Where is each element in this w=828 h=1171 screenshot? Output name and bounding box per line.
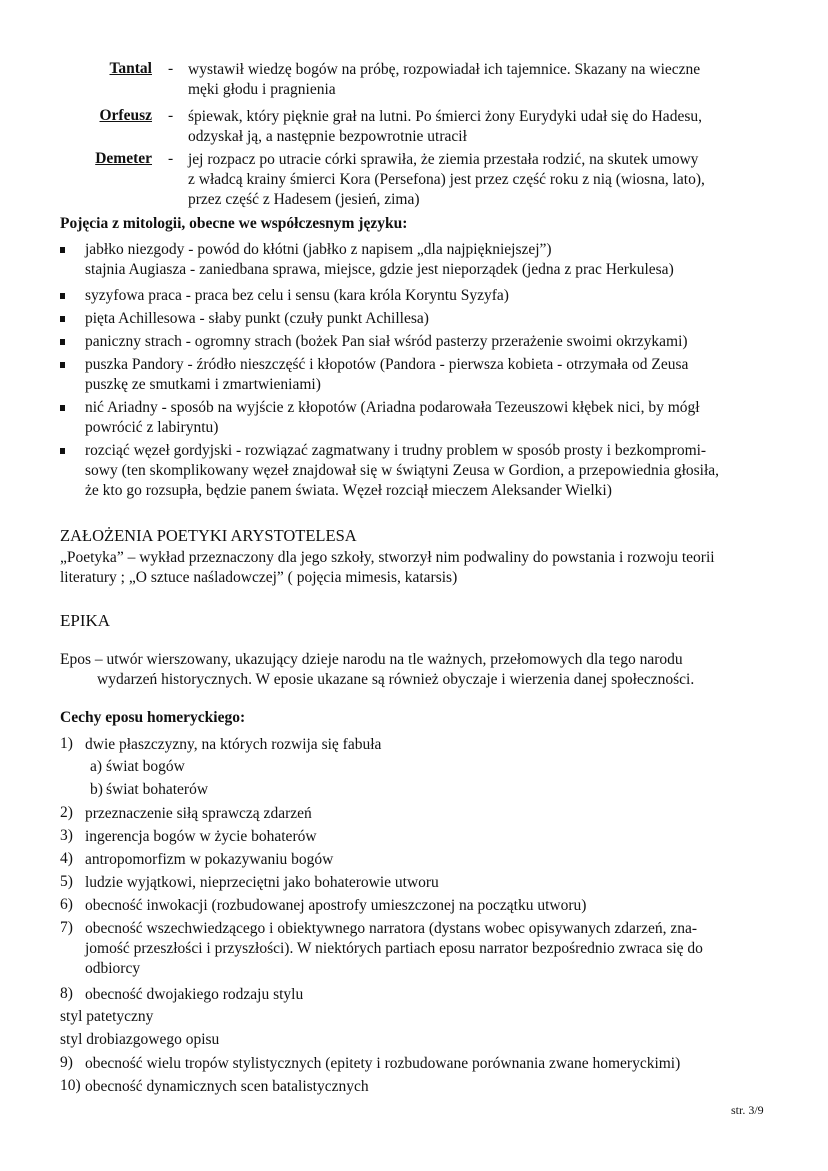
bullet-square-icon xyxy=(60,448,65,454)
concept-line: stajnia Augiasza - zaniedbana sprawa, miejsce, gdzie jest nieporządek (jedna z prac Herkulesa) xyxy=(85,261,674,278)
feature-line: obecność dwojakiego rodzaju stylu xyxy=(85,986,304,1003)
item-number: 1) xyxy=(60,735,73,752)
feature-line: odbiorcy xyxy=(85,960,141,977)
dash: - xyxy=(168,150,174,167)
concept-line: jabłko niezgody - powód do kłótni (jabłko z napisem „dla najpiękniejszej”) xyxy=(85,241,552,258)
bullet-square-icon xyxy=(60,293,65,299)
myth-name: Demeter xyxy=(95,150,152,167)
concept-line: rozciąć węzeł gordyjski - rozwiązać zagmatwany i trudny problem w sposób prosty i bezkompromi- xyxy=(85,442,707,459)
definition-line: wydarzeń historycznych. W eposie ukazane są również obyczaje i wierzenia danej społeczności. xyxy=(97,671,695,688)
myth-description xyxy=(188,107,702,147)
poetics-heading: ZAŁOŻENIA POETYKI ARYSTOTELESA xyxy=(60,526,357,545)
features-heading: Cechy eposu homeryckiego: xyxy=(60,709,246,726)
feature-line: obecność inwokacji (rozbudowanej apostrofy umieszczonej na początku utworu) xyxy=(85,897,587,914)
poetics-text xyxy=(60,548,715,588)
desc-line: odzyskał ją, a następnie bezpowrotnie utracił xyxy=(188,128,467,145)
feature-line: ludzie wyjątkowi, nieprzeciętni jako bohaterowie utworu xyxy=(85,874,439,891)
style-note: styl drobiazgowego opisu xyxy=(60,1031,220,1048)
feature-line: obecność dynamicznych scen batalistycznych xyxy=(85,1078,369,1095)
feature-line: świat bohaterów xyxy=(106,781,209,798)
page-number: str. 3/9 xyxy=(731,1103,764,1117)
concept-line: pięta Achillesowa - słaby punkt (czuły punkt Achillesa) xyxy=(85,310,429,327)
desc-line: przez część z Hadesem (jesień, zima) xyxy=(188,191,420,208)
epic-definition xyxy=(60,650,694,690)
item-number: 10) xyxy=(60,1077,81,1094)
feature-line: świat bogów xyxy=(106,758,185,775)
feature-line: dwie płaszczyzny, na których rozwija się fabuła xyxy=(85,736,382,753)
concept-line: powrócić z labiryntu) xyxy=(85,419,219,436)
concept-line: syzyfowa praca - praca bez celu i sensu (kara króla Koryntu Syzyfa) xyxy=(85,287,509,304)
item-number: 2) xyxy=(60,804,73,821)
bullet-square-icon xyxy=(60,405,65,411)
concept-line: puszka Pandory - źródło nieszczęść i kłopotów (Pandora - pierwsza kobieta - otrzymała od Zeusa xyxy=(85,356,689,373)
item-number: 5) xyxy=(60,873,73,890)
item-letter: a) xyxy=(90,758,103,775)
myth-description xyxy=(188,150,705,210)
dash: - xyxy=(168,60,174,77)
item-letter: b) xyxy=(90,781,103,798)
item-number: 6) xyxy=(60,896,73,913)
desc-line: wystawił wiedzę bogów na próbę, rozpowiadał ich tajemnice. Skazany na wieczne xyxy=(188,61,701,78)
desc-line: z władcą krainy śmierci Kora (Persefona) jest przez część roku z nią (wiosna, lato), xyxy=(188,171,705,188)
feature-line: antropomorfizm w pokazywaniu bogów xyxy=(85,851,334,868)
bullet-square-icon xyxy=(60,316,65,322)
concepts-heading: Pojęcia z mitologii, obecne we współczesnym języku: xyxy=(60,215,408,232)
desc-line: jej rozpacz po utracie córki sprawiła, że ziemia przestała rodzić, na skutek umowy xyxy=(188,151,699,168)
bullet-square-icon xyxy=(60,247,65,253)
concept-line: nić Ariadny - sposób na wyjście z kłopotów (Ariadna podarowała Tezeuszowi kłębek nici, by mógł xyxy=(85,399,700,416)
myth-description xyxy=(188,60,700,100)
item-number: 8) xyxy=(60,985,73,1002)
bullet-square-icon xyxy=(60,339,65,345)
bullet-square-icon xyxy=(60,362,65,368)
item-number: 4) xyxy=(60,850,73,867)
item-number: 7) xyxy=(60,919,73,936)
concept-line: paniczny strach - ogromny strach (bożek Pan siał wśród pasterzy przerażenie swoimi okrzykami) xyxy=(85,333,688,350)
concept-line: puszkę ze smutkami i zmartwieniami) xyxy=(85,376,321,393)
item-number: 9) xyxy=(60,1054,73,1071)
poetics-line: „Poetyka” – wykład przeznaczony dla jego szkoły, stworzył nim podwaliny do powstania i rozwoju teorii xyxy=(60,549,715,566)
feature-line: obecność wielu tropów stylistycznych (epitety i rozbudowane porównania zwane homeryckimi) xyxy=(85,1055,681,1072)
definition-line: Epos – utwór wierszowany, ukazujący dzieje narodu na tle ważnych, przełomowych dla tego narodu xyxy=(60,651,683,668)
myth-name: Tantal xyxy=(109,60,152,77)
desc-line: męki głodu i pragnienia xyxy=(188,81,336,98)
feature-line: obecność wszechwiedzącego i obiektywnego narratora (dystans wobec opisywanych zdarzeń, zna- xyxy=(85,920,697,937)
myth-name: Orfeusz xyxy=(99,107,152,124)
style-note: styl patetyczny xyxy=(60,1008,154,1025)
feature-line: ingerencja bogów w życie bohaterów xyxy=(85,828,317,845)
feature-line: jomość przeszłości i przyszłości). W niektórych partiach eposu narrator bezpośrednio zwraca się do xyxy=(85,940,703,957)
dash: - xyxy=(168,107,174,124)
feature-line: przeznaczenie siłą sprawczą zdarzeń xyxy=(85,805,312,822)
desc-line: śpiewak, który pięknie grał na lutni. Po śmierci żony Eurydyki udał się do Hadesu, xyxy=(188,108,702,125)
item-number: 3) xyxy=(60,827,73,844)
epic-heading: EPIKA xyxy=(60,611,111,630)
concept-line: że kto go rozsupła, będzie panem świata. Węzeł rozciął mieczem Aleksander Wielki) xyxy=(85,482,612,499)
poetics-line: literatury ; „O sztuce naśladowczej” ( pojęcia mimesis, katarsis) xyxy=(60,569,458,586)
concept-line: sowy (ten skomplikowany węzeł znajdował się w świątyni Zeusa w Gordion, a przepowiednia głosiła, xyxy=(85,462,720,479)
